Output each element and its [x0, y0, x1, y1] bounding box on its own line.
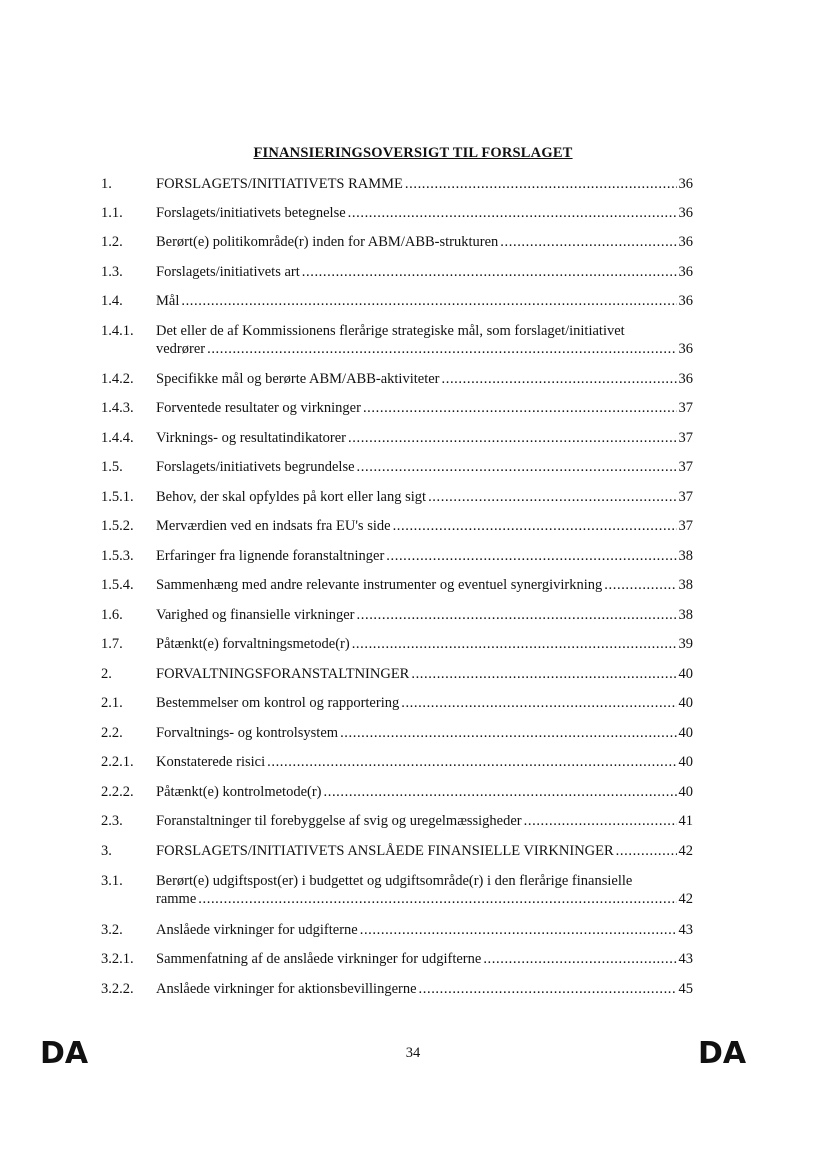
dot-leader	[357, 458, 677, 476]
toc-entry-title: Foranstaltninger til forebyggelse af svig og uregelmæssigheder	[156, 813, 522, 829]
toc-entry-page: 38	[678, 577, 693, 593]
toc-entry-title-first-line: Berørt(e) udgiftspost(er) i budgettet og udgiftsområde(r) i den flerårige finansielle	[156, 873, 633, 889]
toc-entry-page: 37	[678, 518, 693, 534]
toc-entry-body	[156, 233, 693, 251]
toc-entry-page: 40	[678, 725, 693, 741]
dot-leader	[405, 175, 677, 193]
toc-entry-title: FORSLAGETS/INITIATIVETS RAMME	[156, 176, 403, 192]
toc-entry-title: Mål	[156, 293, 180, 309]
toc-entry-number: 1.5.2.	[101, 518, 134, 534]
toc-entry-body	[156, 950, 693, 968]
toc-entry-title: Behov, der skal opfyldes på kort eller lang sigt	[156, 489, 427, 505]
toc-entry-title: Forslagets/initiativets betegnelse	[156, 205, 346, 221]
toc-entry-number: 3.2.	[101, 922, 123, 938]
dot-leader	[267, 753, 676, 771]
page-number: 34	[405, 1045, 421, 1061]
toc-entry-page: 38	[678, 548, 693, 564]
dot-leader	[207, 340, 676, 358]
dot-leader	[348, 429, 676, 447]
toc-entry-title: FORVALTNINGSFORANSTALTNINGER	[156, 666, 410, 682]
dot-leader	[428, 488, 676, 506]
dot-leader	[198, 890, 676, 908]
toc-entry-title: Virknings- og resultatindikatorer	[156, 430, 347, 446]
toc-entry-body	[156, 488, 693, 506]
toc-entry-number: 1.4.3.	[101, 400, 134, 416]
dot-leader	[604, 576, 676, 594]
toc-entry-page: 36	[678, 176, 693, 192]
toc-entry-page: 37	[678, 459, 693, 475]
toc-entry-page: 36	[678, 293, 693, 309]
toc-entry-title: Sammenhæng med andre relevante instrumenter og eventuel synergivirkning	[156, 577, 603, 593]
toc-entry-page: 40	[678, 754, 693, 770]
toc-entry-title: Konstaterede risici	[156, 754, 266, 770]
toc-entry-number: 1.4.2.	[101, 371, 134, 387]
toc-entry-number: 1.5.1.	[101, 489, 134, 505]
language-code-left: DA	[40, 1036, 89, 1071]
toc-entry-number: 2.	[101, 666, 112, 682]
toc-entry-title: vedrører	[156, 341, 206, 357]
toc-entry-number: 1.4.1.	[101, 323, 134, 339]
toc-entry-number: 1.4.	[101, 293, 123, 309]
toc-entry-number: 1.4.4.	[101, 430, 134, 446]
toc-entry-number: 1.7.	[101, 636, 123, 652]
toc-entry-number: 1.	[101, 176, 112, 192]
toc-entry-page: 37	[678, 489, 693, 505]
toc-entry-body	[156, 547, 693, 565]
dot-leader	[401, 694, 676, 712]
toc-entry-number: 1.6.	[101, 607, 123, 623]
toc-entry-number: 3.2.1.	[101, 951, 134, 967]
toc-entry-title: Påtænkt(e) kontrolmetode(r)	[156, 784, 322, 800]
toc-entry-number: 1.5.	[101, 459, 123, 475]
toc-entry-number: 2.2.1.	[101, 754, 134, 770]
dot-leader	[360, 921, 677, 939]
dot-leader	[340, 724, 676, 742]
dot-leader	[411, 665, 676, 683]
toc-entry-body	[156, 429, 693, 447]
toc-entry-page: 36	[678, 371, 693, 387]
dot-leader	[524, 812, 677, 830]
dot-leader	[324, 783, 677, 801]
toc-entry-title: ramme	[156, 891, 197, 907]
toc-entry-body	[156, 458, 693, 476]
toc-entry-page: 43	[678, 922, 693, 938]
language-code-right: DA	[698, 1036, 747, 1071]
toc-entry-body	[156, 204, 693, 222]
toc-entry-body	[156, 980, 693, 998]
toc-entry-page: 36	[678, 205, 693, 221]
toc-entry-body	[156, 263, 693, 281]
toc-entry-title: Varighed og finansielle virkninger	[156, 607, 355, 623]
toc-entry-page: 40	[678, 784, 693, 800]
toc-entry-number: 3.1.	[101, 873, 123, 889]
toc-entry-body	[156, 576, 693, 594]
toc-entry-page: 41	[678, 813, 693, 829]
toc-entry-page: 40	[678, 666, 693, 682]
toc-entry-body	[156, 606, 693, 624]
dot-leader	[357, 606, 677, 624]
toc-entry-title: Anslåede virkninger for udgifterne	[156, 922, 358, 938]
toc-entry-page: 42	[678, 891, 693, 907]
toc-entry-number: 2.2.2.	[101, 784, 134, 800]
toc-entry-body	[156, 665, 693, 683]
toc-entry-number: 3.	[101, 843, 112, 859]
toc-entry-body	[156, 322, 693, 358]
dot-leader	[386, 547, 676, 565]
toc-entry-title: Specifikke mål og berørte ABM/ABB-aktiviteter	[156, 371, 440, 387]
toc-entry-title-first-line: Det eller de af Kommissionens flerårige strategiske mål, som forslaget/initiativet	[156, 323, 625, 339]
toc-entry-page: 43	[678, 951, 693, 967]
toc-entry-body	[156, 812, 693, 830]
toc-entry-number: 3.2.2.	[101, 981, 134, 997]
dot-leader	[302, 263, 677, 281]
toc-entry-number: 2.3.	[101, 813, 123, 829]
toc-entry-body	[156, 842, 693, 860]
toc-entry-number: 2.1.	[101, 695, 123, 711]
toc-entry-page: 36	[678, 264, 693, 280]
toc-entry-page: 42	[678, 843, 693, 859]
toc-entry-page: 36	[678, 234, 693, 250]
toc-entry-title: Påtænkt(e) forvaltningsmetode(r)	[156, 636, 350, 652]
toc-entry-page: 37	[678, 430, 693, 446]
dot-leader	[616, 842, 677, 860]
toc-entry-title: Anslåede virkninger for aktionsbevillingerne	[156, 981, 417, 997]
toc-entry-page: 36	[678, 341, 693, 357]
toc-entry-body	[156, 753, 693, 771]
toc-entry-title: FORSLAGETS/INITIATIVETS ANSLÅEDE FINANSIELLE VIRKNINGER	[156, 843, 614, 859]
dot-leader	[348, 204, 677, 222]
toc-entry-page: 45	[678, 981, 693, 997]
toc-entry-page: 40	[678, 695, 693, 711]
toc-entry-page: 38	[678, 607, 693, 623]
toc-entry-title: Forventede resultater og virkninger	[156, 400, 361, 416]
toc-entry-body	[156, 370, 693, 388]
dot-leader	[419, 980, 677, 998]
toc-entry-title: Merværdien ved en indsats fra EU's side	[156, 518, 391, 534]
toc-entry-title: Sammenfatning af de anslåede virkninger for udgifterne	[156, 951, 482, 967]
dot-leader	[352, 635, 677, 653]
dot-leader	[483, 950, 676, 968]
toc-entry-body	[156, 635, 693, 653]
toc-entry-title: Bestemmelser om kontrol og rapportering	[156, 695, 400, 711]
toc-entry-body	[156, 399, 693, 417]
toc-entry-number: 2.2.	[101, 725, 123, 741]
toc-entry-title: Berørt(e) politikområde(r) inden for ABM/ABB-strukturen	[156, 234, 499, 250]
toc-entry-number: 1.2.	[101, 234, 123, 250]
dot-leader	[181, 292, 676, 310]
dot-leader	[393, 517, 677, 535]
dot-leader	[442, 370, 677, 388]
toc-entry-number: 1.3.	[101, 264, 123, 280]
document-title: FINANSIERINGSOVERSIGT TIL FORSLAGET	[253, 145, 573, 161]
toc-entry-title: Erfaringer fra lignende foranstaltninger	[156, 548, 385, 564]
toc-entry-body	[156, 724, 693, 742]
toc-entry-page: 39	[678, 636, 693, 652]
toc-entry-title: Forslagets/initiativets begrundelse	[156, 459, 355, 475]
toc-entry-number: 1.5.3.	[101, 548, 134, 564]
toc-entry-body	[156, 292, 693, 310]
dot-leader	[500, 233, 676, 251]
toc-entry-body	[156, 694, 693, 712]
dot-leader	[363, 399, 677, 417]
toc-entry-number: 1.5.4.	[101, 577, 134, 593]
toc-entry-title: Forslagets/initiativets art	[156, 264, 300, 280]
toc-entry-body	[156, 921, 693, 939]
toc-entry-number: 1.1.	[101, 205, 123, 221]
toc-entry-page: 37	[678, 400, 693, 416]
toc-entry-title: Forvaltnings- og kontrolsystem	[156, 725, 339, 741]
toc-entry-body	[156, 783, 693, 801]
toc-entry-body	[156, 175, 693, 193]
toc-entry-body	[156, 517, 693, 535]
toc-entry-body	[156, 872, 693, 908]
